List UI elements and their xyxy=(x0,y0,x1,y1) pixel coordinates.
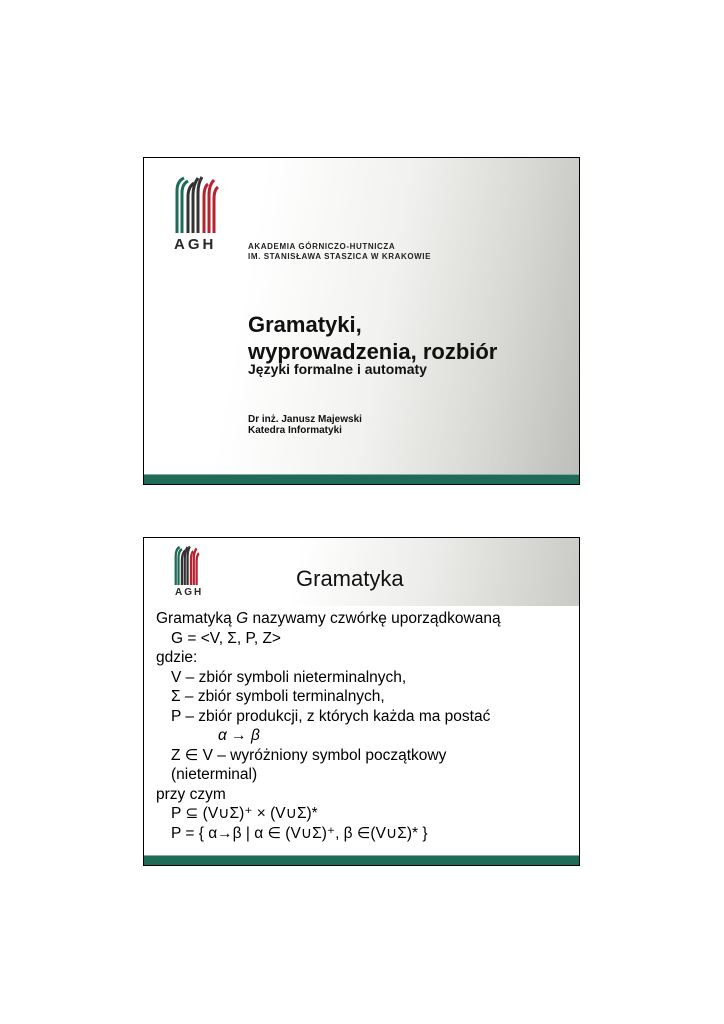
slide-footer-bar xyxy=(144,475,579,484)
body-line-text: P ⊆ (V∪Σ)⁺ × (V∪Σ)* xyxy=(171,805,318,822)
body-line-text: przy czym xyxy=(156,785,226,803)
body-line xyxy=(156,609,501,629)
logo-text: AGH xyxy=(175,587,204,598)
body-line xyxy=(156,785,501,805)
body-line xyxy=(156,629,501,649)
body-line xyxy=(156,804,501,824)
body-line-text: Σ – zbiór symboli terminalnych, xyxy=(171,688,385,705)
grammar-slide xyxy=(143,537,580,866)
body-line-text: nazywamy czwórkę uporządkowaną xyxy=(248,610,501,627)
body-line-text: Gramatyką xyxy=(156,610,237,627)
slide-body xyxy=(156,609,501,843)
body-line xyxy=(156,687,501,707)
presentation-subtitle: Języki formalne i automaty xyxy=(248,361,427,377)
agh-emblem-icon xyxy=(174,175,220,233)
agh-emblem-icon xyxy=(174,545,200,585)
author-name: Dr inż. Janusz Majewski xyxy=(248,414,362,425)
body-line-text: Z ∈ V – wyróżniony symbol początkowy xyxy=(171,746,447,764)
body-line-text: V – zbiór symboli nieterminalnych, xyxy=(171,668,407,686)
logo-text: AGH xyxy=(174,236,217,253)
title-line-1: Gramatyki, xyxy=(248,312,362,337)
title-slide xyxy=(143,157,580,485)
title-line-2: wyprowadzenia, rozbiór xyxy=(248,339,498,364)
body-line-italic: α → β xyxy=(218,727,260,744)
body-line-italic: G xyxy=(236,610,249,627)
body-line-text: gdzie: xyxy=(156,649,198,666)
body-line xyxy=(156,726,501,746)
university-line-2: IM. STANISŁAWA STASZICA W KRAKOWIE xyxy=(248,252,432,261)
presentation-title xyxy=(248,311,497,365)
department-name: Katedra Informatyki xyxy=(248,425,342,436)
body-line-text: (nieterminal) xyxy=(171,766,258,783)
slide-title: Gramatyka xyxy=(296,566,404,591)
body-line xyxy=(156,746,501,766)
body-line-text: P – zbiór produkcji, z których każda ma postać xyxy=(171,707,491,725)
university-name xyxy=(248,242,431,262)
body-line xyxy=(156,707,501,727)
body-line xyxy=(156,648,501,668)
body-line xyxy=(156,824,501,844)
body-line xyxy=(156,668,501,688)
slide-footer-bar xyxy=(144,856,579,865)
body-line-text: G = <V, Σ, P, Z> xyxy=(171,629,281,647)
author-block xyxy=(248,414,362,436)
body-line-text: P = { α→β | α ∈ (V∪Σ)⁺, β ∈(V∪Σ)* } xyxy=(171,824,428,842)
university-line-1: AKADEMIA GÓRNICZO-HUTNICZA xyxy=(248,242,396,251)
body-line xyxy=(156,765,501,785)
